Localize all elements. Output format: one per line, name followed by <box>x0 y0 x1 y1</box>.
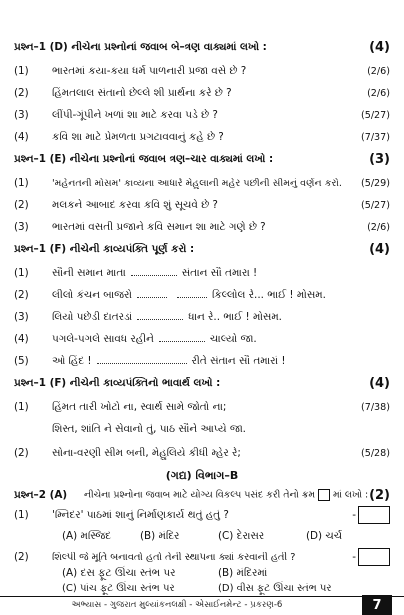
question-item-continued <box>0 418 404 440</box>
question-item <box>0 194 404 216</box>
line-end: ધાન રે.. ભાઈ ! મોસમ. <box>188 310 282 323</box>
question-item <box>0 396 404 418</box>
question-reference: (2/6) <box>367 87 390 99</box>
fill-blank-item <box>0 284 404 306</box>
question-text: લીંપી-ગૂંપીને ખળાં શા માટે કરવા પડે છે ? <box>52 108 218 121</box>
line-start: લિયો પછેડી દાતરડાં <box>52 310 133 323</box>
question-item <box>0 126 404 148</box>
section-f-heading <box>0 238 404 260</box>
mcq-options-row-1 <box>0 566 404 580</box>
question-item <box>0 104 404 126</box>
fill-blank-item <box>0 306 404 328</box>
question-number: (3) <box>14 221 29 233</box>
section-heading: પ્રશ્ન–1 (E) નીચેના પ્રશ્નોનાં જવાબ ત્રણ–ચાર વાક્યમાં લખો : <box>14 152 274 165</box>
footer-text: અભ્યાસ - ગુજરાત મુલ્યાંકનલક્ષી - એસાઈનમેન્ટ - પ્રકરણ-6 <box>71 600 283 610</box>
question-number: (2) <box>14 447 29 459</box>
question-number: (4) <box>14 333 29 345</box>
question-text: હિંમતલાલ સંતાનો છેલ્લે શી પ્રાર્થના કરે છે ? <box>52 86 232 99</box>
option-b[interactable]: (B) મંદિર <box>140 529 180 542</box>
question-number: (1) <box>14 509 29 521</box>
question-item <box>0 82 404 104</box>
fill-blank-item <box>0 350 404 372</box>
option-b[interactable]: (B) મંદિરમાં <box>218 566 268 579</box>
blank[interactable] <box>177 289 207 298</box>
question-reference: (5/29) <box>360 177 390 189</box>
question-reference: (7/38) <box>360 401 390 413</box>
question-text: 'મહેનતની મોસમ' કાવ્યના આધારે મેહુલાની મહેર પછીની સીમનું વર્ણન કરો. <box>52 177 342 189</box>
mcq-question <box>0 546 404 568</box>
dash: - <box>352 509 356 521</box>
line-start: ઓ હિંદ ! <box>52 354 92 367</box>
fill-blank-line <box>52 355 358 368</box>
question-number: (2) <box>14 551 29 563</box>
line-end: સંતાન સૌ તમારા ! <box>181 266 258 279</box>
question-reference: (5/27) <box>360 199 390 211</box>
question-item <box>0 172 404 194</box>
blank[interactable] <box>97 355 187 364</box>
option-d[interactable]: (D) વીસ ફૂટ ઊંચા સ્તંભ પર <box>218 582 332 594</box>
question-reference: (5/28) <box>360 447 390 459</box>
section-marks: (3) <box>369 151 390 167</box>
section-marks: (4) <box>369 375 390 391</box>
question-item <box>0 442 404 464</box>
blank[interactable] <box>131 267 177 276</box>
section-heading: પ્રશ્ન–1 (F) નીચેની કાવ્યપંક્તિ પૂર્ણ કરો : <box>14 242 195 255</box>
question-number: (1) <box>14 177 29 189</box>
option-a[interactable]: (A) દસ ફૂટ ઊંચા સ્તંભ પર <box>62 566 176 579</box>
question-number: (3) <box>14 109 29 121</box>
mcq-options <box>0 525 404 547</box>
line-start: લીલો કંચન બાજરો <box>52 288 132 301</box>
line-start: પગલે-પગલે સાવધ રહીને <box>52 332 154 345</box>
answer-box[interactable] <box>358 506 390 524</box>
q2-instruction-text: નીચેના પ્રશ્નોના જવાબ માટે યોગ્ય વિકલ્પ પસંદ કરી તેનો ક્રમ <box>84 489 316 501</box>
question-text: શિલ્પી જે મૂર્તિ બનાવતો હતો તેની સ્થાપના ક્યાં કરવાની હતી ? <box>52 551 296 563</box>
dash: - <box>352 551 356 563</box>
question-text: કવિ શા માટે પ્રેમળતા પ્રગટાવવાનું કહે છે ? <box>52 130 224 143</box>
question-item <box>0 216 404 238</box>
q2-heading <box>0 484 404 506</box>
section-marks: (4) <box>369 39 390 55</box>
question-number: (3) <box>14 311 29 323</box>
question-text: સોના-વરણી સીમ બની, મેહુલિયે કીધી મ્હેર રે; <box>52 446 241 459</box>
question-number: (2) <box>14 289 29 301</box>
option-d[interactable]: (D) ચર્ચ <box>306 529 343 542</box>
question-text: ભારતમાં વસતી પ્રજાને કવિ સમાન શા માટે ગણે છે ? <box>52 220 266 233</box>
fill-blank-line <box>52 311 358 324</box>
section-b-title: (ગદ્ય) વિભાગ–B <box>165 469 239 482</box>
question-text: ભારતમાં કયા-કયા ધર્મ પાળનારી પ્રજા વસે છે ? <box>52 64 247 77</box>
section-d-heading <box>0 36 404 58</box>
section-marks: (2) <box>369 487 390 503</box>
answer-box[interactable] <box>358 548 390 566</box>
option-c[interactable]: (C) પાંચ ફૂટ ઊંચા સ્તંભ પર <box>62 582 175 594</box>
question-number: (1) <box>14 65 29 77</box>
q2-instruction-suffix: માં લખો : <box>333 489 369 501</box>
question-text: 'મ્નિદર' પાઠમાં શાનું નિર્માણકાર્ય થતું હતું ? <box>52 508 229 521</box>
section-e-heading <box>0 148 404 170</box>
fill-blank-item <box>0 262 404 284</box>
fill-blank-item <box>0 328 404 350</box>
fill-blank-line <box>52 333 358 346</box>
question-reference: (2/6) <box>367 221 390 233</box>
question-number: (1) <box>14 401 29 413</box>
page-number: 7 <box>362 595 392 615</box>
section-heading: પ્રશ્ન–1 (F) નીચેની કાવ્યપંક્તિનો ભાવાર્થ લખો : <box>14 376 221 389</box>
question-number: (4) <box>14 131 29 143</box>
question-number: (5) <box>14 355 29 367</box>
mcq-options-row-2 <box>0 582 404 594</box>
question-text: મલકને આબાદ કરવા કવિ શું સૂચવે છે ? <box>52 198 218 211</box>
question-number: (2) <box>14 199 29 211</box>
question-text: શિસ્ત, શાંતિ ને સેવાનો તું, પાઠ સૌને આપ્યે જા. <box>52 422 246 435</box>
line-end: ચાલ્યો જા. <box>209 332 257 345</box>
line-start: સૌની સમાન માતા <box>52 266 126 279</box>
question-reference: (7/37) <box>360 131 390 143</box>
fill-blank-line <box>52 289 358 302</box>
q2-label: પ્રશ્ન–2 (A) <box>14 488 68 501</box>
section-marks: (4) <box>369 241 390 257</box>
blank[interactable] <box>137 311 183 320</box>
mcq-question <box>0 504 404 526</box>
section-f-meaning-heading <box>0 372 404 394</box>
fill-blank-line <box>52 267 358 280</box>
answer-box-icon <box>318 489 330 501</box>
question-number: (2) <box>14 87 29 99</box>
q2-instruction <box>84 489 368 501</box>
section-heading: પ્રશ્ન–1 (D) નીચેના પ્રશ્નોનાં જવાબ બે–ત્રણ વાક્યમાં લખો : <box>14 40 267 53</box>
option-a[interactable]: (A) મસ્જિદ <box>62 529 111 542</box>
question-item <box>0 60 404 82</box>
question-reference: (2/6) <box>367 65 390 77</box>
blank[interactable] <box>137 289 167 298</box>
question-reference: (5/27) <box>360 109 390 121</box>
page-footer <box>0 596 404 613</box>
option-c[interactable]: (C) દેરાસર <box>218 529 265 542</box>
line-end: રીતે સંતાન સૌ તમારાં ! <box>191 354 286 367</box>
blank[interactable] <box>159 333 205 342</box>
question-text: હિંમત તારી ખોટો ના, સ્વાર્થ સામે જોતો ના; <box>52 400 227 413</box>
question-number: (1) <box>14 267 29 279</box>
line-end: કિલ્લોલ રે... ભાઈ ! મોસમ. <box>211 288 326 301</box>
